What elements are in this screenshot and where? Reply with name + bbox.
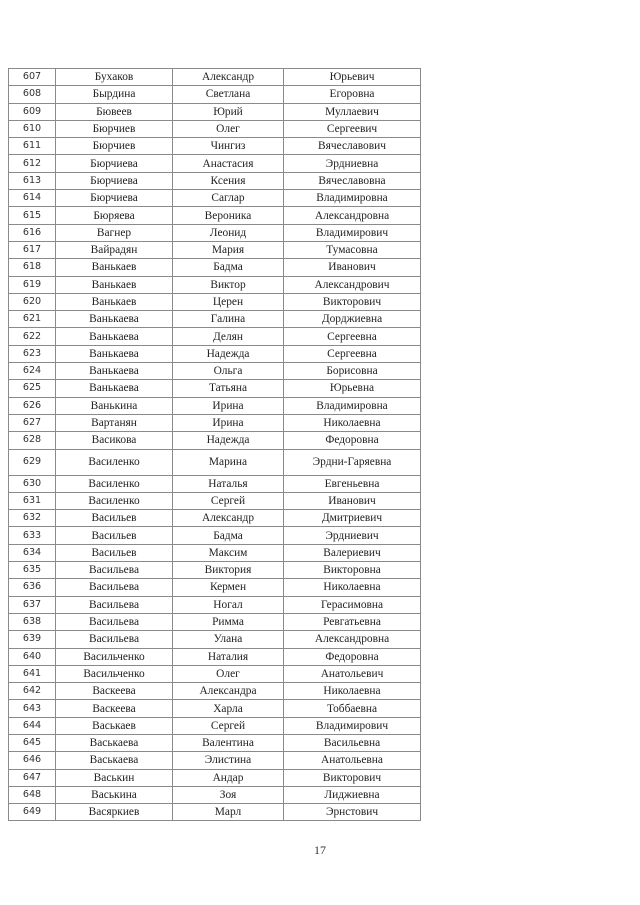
first-name-cell: Марл — [173, 804, 284, 821]
table-row — [9, 510, 421, 527]
patronymic-cell: Николаевна — [284, 579, 421, 596]
table-row — [9, 259, 421, 276]
first-name-cell: Александра — [173, 683, 284, 700]
last-name-cell: Васкеева — [56, 700, 173, 717]
row-number-cell: 643 — [9, 700, 56, 717]
table-row — [9, 155, 421, 172]
row-number-cell: 647 — [9, 769, 56, 786]
row-number-cell: 618 — [9, 259, 56, 276]
last-name-cell: Бюряева — [56, 207, 173, 224]
first-name-cell: Андар — [173, 769, 284, 786]
patronymic-cell: Лиджиевна — [284, 786, 421, 803]
first-name-cell: Максим — [173, 544, 284, 561]
table-row — [9, 397, 421, 414]
row-number-cell: 630 — [9, 475, 56, 492]
table-row — [9, 120, 421, 137]
first-name-cell: Ирина — [173, 397, 284, 414]
table-row — [9, 363, 421, 380]
patronymic-cell: Ревгатьевна — [284, 613, 421, 630]
last-name-cell: Ванькина — [56, 397, 173, 414]
patronymic-cell: Сергеевна — [284, 345, 421, 362]
row-number-cell: 610 — [9, 120, 56, 137]
row-number-cell: 637 — [9, 596, 56, 613]
first-name-cell: Римма — [173, 613, 284, 630]
first-name-cell: Ксения — [173, 172, 284, 189]
last-name-cell: Васильева — [56, 613, 173, 630]
row-number-cell: 644 — [9, 717, 56, 734]
last-name-cell: Ванькаева — [56, 311, 173, 328]
patronymic-cell: Федоровна — [284, 432, 421, 449]
patronymic-cell: Тумасовна — [284, 241, 421, 258]
table-row — [9, 648, 421, 665]
first-name-cell: Надежда — [173, 432, 284, 449]
row-number-cell: 611 — [9, 138, 56, 155]
table-row — [9, 700, 421, 717]
table-row — [9, 613, 421, 630]
table-row — [9, 475, 421, 492]
table-row — [9, 311, 421, 328]
last-name-cell: Ванькаева — [56, 328, 173, 345]
row-number-cell: 615 — [9, 207, 56, 224]
row-number-cell: 649 — [9, 804, 56, 821]
row-number-cell: 634 — [9, 544, 56, 561]
first-name-cell: Виктор — [173, 276, 284, 293]
table-row — [9, 769, 421, 786]
table-row — [9, 665, 421, 682]
first-name-cell: Мария — [173, 241, 284, 258]
row-number-cell: 614 — [9, 190, 56, 207]
first-name-cell: Зоя — [173, 786, 284, 803]
row-number-cell: 633 — [9, 527, 56, 544]
patronymic-cell: Николаевна — [284, 414, 421, 431]
patronymic-cell: Вячеславович — [284, 138, 421, 155]
table-row — [9, 293, 421, 310]
table-row — [9, 138, 421, 155]
last-name-cell: Васькина — [56, 786, 173, 803]
row-number-cell: 621 — [9, 311, 56, 328]
row-number-cell: 628 — [9, 432, 56, 449]
first-name-cell: Саглар — [173, 190, 284, 207]
patronymic-cell: Николаевна — [284, 683, 421, 700]
table-row — [9, 449, 421, 475]
last-name-cell: Ванькаев — [56, 293, 173, 310]
last-name-cell: Васильева — [56, 596, 173, 613]
patronymic-cell: Сергеевич — [284, 120, 421, 137]
first-name-cell: Вероника — [173, 207, 284, 224]
patronymic-cell: Вячеславовна — [284, 172, 421, 189]
first-name-cell: Кермен — [173, 579, 284, 596]
row-number-cell: 635 — [9, 562, 56, 579]
row-number-cell: 624 — [9, 363, 56, 380]
last-name-cell: Васильева — [56, 631, 173, 648]
first-name-cell: Харла — [173, 700, 284, 717]
first-name-cell: Марина — [173, 449, 284, 475]
row-number-cell: 641 — [9, 665, 56, 682]
last-name-cell: Бювеев — [56, 103, 173, 120]
table-row — [9, 432, 421, 449]
patronymic-cell: Викторовна — [284, 562, 421, 579]
row-number-cell: 648 — [9, 786, 56, 803]
patronymic-cell: Васильевна — [284, 734, 421, 751]
row-number-cell: 609 — [9, 103, 56, 120]
last-name-cell: Вартанян — [56, 414, 173, 431]
last-name-cell: Васильев — [56, 527, 173, 544]
last-name-cell: Васильченко — [56, 665, 173, 682]
last-name-cell: Бюрчиев — [56, 120, 173, 137]
last-name-cell: Васильева — [56, 579, 173, 596]
table-row — [9, 172, 421, 189]
last-name-cell: Ванькаев — [56, 276, 173, 293]
last-name-cell: Васильченко — [56, 648, 173, 665]
table-row — [9, 345, 421, 362]
last-name-cell: Васикова — [56, 432, 173, 449]
last-name-cell: Васильев — [56, 544, 173, 561]
row-number-cell: 645 — [9, 734, 56, 751]
first-name-cell: Делян — [173, 328, 284, 345]
first-name-cell: Бадма — [173, 527, 284, 544]
last-name-cell: Васькаева — [56, 734, 173, 751]
table-row — [9, 579, 421, 596]
names-table-body — [9, 69, 421, 821]
last-name-cell: Бухаков — [56, 69, 173, 86]
last-name-cell: Васкеева — [56, 683, 173, 700]
table-row — [9, 190, 421, 207]
table-row — [9, 224, 421, 241]
patronymic-cell: Сергеевна — [284, 328, 421, 345]
first-name-cell: Ольга — [173, 363, 284, 380]
table-row — [9, 207, 421, 224]
last-name-cell: Вайрадян — [56, 241, 173, 258]
table-row — [9, 752, 421, 769]
first-name-cell: Улана — [173, 631, 284, 648]
last-name-cell: Василенко — [56, 449, 173, 475]
names-table-container — [8, 68, 416, 821]
first-name-cell: Валентина — [173, 734, 284, 751]
first-name-cell: Сергей — [173, 492, 284, 509]
last-name-cell: Васильев — [56, 510, 173, 527]
row-number-cell: 626 — [9, 397, 56, 414]
patronymic-cell: Александрович — [284, 276, 421, 293]
first-name-cell: Бадма — [173, 259, 284, 276]
first-name-cell: Наталия — [173, 648, 284, 665]
table-row — [9, 527, 421, 544]
patronymic-cell: Егоровна — [284, 86, 421, 103]
patronymic-cell: Александровна — [284, 207, 421, 224]
row-number-cell: 631 — [9, 492, 56, 509]
first-name-cell: Олег — [173, 665, 284, 682]
row-number-cell: 638 — [9, 613, 56, 630]
table-row — [9, 414, 421, 431]
patronymic-cell: Дмитриевич — [284, 510, 421, 527]
last-name-cell: Ванькаев — [56, 259, 173, 276]
patronymic-cell: Александровна — [284, 631, 421, 648]
last-name-cell: Вагнер — [56, 224, 173, 241]
first-name-cell: Церен — [173, 293, 284, 310]
last-name-cell: Василенко — [56, 475, 173, 492]
table-row — [9, 804, 421, 821]
first-name-cell: Светлана — [173, 86, 284, 103]
patronymic-cell: Муллаевич — [284, 103, 421, 120]
first-name-cell: Анастасия — [173, 155, 284, 172]
row-number-cell: 625 — [9, 380, 56, 397]
patronymic-cell: Владимирович — [284, 224, 421, 241]
patronymic-cell: Владимировна — [284, 397, 421, 414]
patronymic-cell: Викторович — [284, 769, 421, 786]
table-row — [9, 717, 421, 734]
last-name-cell: Ванькаева — [56, 363, 173, 380]
last-name-cell: Бюрчиева — [56, 155, 173, 172]
first-name-cell: Наталья — [173, 475, 284, 492]
first-name-cell: Олег — [173, 120, 284, 137]
table-row — [9, 328, 421, 345]
row-number-cell: 640 — [9, 648, 56, 665]
row-number-cell: 627 — [9, 414, 56, 431]
row-number-cell: 607 — [9, 69, 56, 86]
table-row — [9, 544, 421, 561]
first-name-cell: Виктория — [173, 562, 284, 579]
first-name-cell: Юрий — [173, 103, 284, 120]
last-name-cell: Бюрчиев — [56, 138, 173, 155]
last-name-cell: Васькаева — [56, 752, 173, 769]
row-number-cell: 620 — [9, 293, 56, 310]
row-number-cell: 617 — [9, 241, 56, 258]
last-name-cell: Ванькаева — [56, 380, 173, 397]
table-row — [9, 241, 421, 258]
row-number-cell: 612 — [9, 155, 56, 172]
row-number-cell: 639 — [9, 631, 56, 648]
last-name-cell: Бюрчиева — [56, 172, 173, 189]
row-number-cell: 623 — [9, 345, 56, 362]
patronymic-cell: Эрдниевич — [284, 527, 421, 544]
table-row — [9, 380, 421, 397]
patronymic-cell: Федоровна — [284, 648, 421, 665]
row-number-cell: 622 — [9, 328, 56, 345]
first-name-cell: Чингиз — [173, 138, 284, 155]
row-number-cell: 608 — [9, 86, 56, 103]
first-name-cell: Леонид — [173, 224, 284, 241]
names-table — [8, 68, 421, 821]
table-row — [9, 69, 421, 86]
row-number-cell: 646 — [9, 752, 56, 769]
row-number-cell: 616 — [9, 224, 56, 241]
first-name-cell: Сергей — [173, 717, 284, 734]
patronymic-cell: Анатольевна — [284, 752, 421, 769]
last-name-cell: Васильева — [56, 562, 173, 579]
patronymic-cell: Иванович — [284, 259, 421, 276]
table-row — [9, 492, 421, 509]
patronymic-cell: Владимирович — [284, 717, 421, 734]
first-name-cell: Александр — [173, 510, 284, 527]
row-number-cell: 619 — [9, 276, 56, 293]
patronymic-cell: Борисовна — [284, 363, 421, 380]
table-row — [9, 683, 421, 700]
page-number: 17 — [314, 843, 326, 857]
last-name-cell: Васяркиев — [56, 804, 173, 821]
first-name-cell: Галина — [173, 311, 284, 328]
last-name-cell: Василенко — [56, 492, 173, 509]
first-name-cell: Элистина — [173, 752, 284, 769]
row-number-cell: 613 — [9, 172, 56, 189]
row-number-cell: 632 — [9, 510, 56, 527]
last-name-cell: Ванькаева — [56, 345, 173, 362]
patronymic-cell: Валериевич — [284, 544, 421, 561]
first-name-cell: Надежда — [173, 345, 284, 362]
patronymic-cell: Эрдни-Гаряевна — [284, 449, 421, 475]
row-number-cell: 629 — [9, 449, 56, 475]
table-row — [9, 596, 421, 613]
first-name-cell: Ирина — [173, 414, 284, 431]
last-name-cell: Бюрчиева — [56, 190, 173, 207]
first-name-cell: Татьяна — [173, 380, 284, 397]
patronymic-cell: Владимировна — [284, 190, 421, 207]
table-row — [9, 734, 421, 751]
patronymic-cell: Юрьевна — [284, 380, 421, 397]
first-name-cell: Александр — [173, 69, 284, 86]
patronymic-cell: Эрнстович — [284, 804, 421, 821]
row-number-cell: 636 — [9, 579, 56, 596]
patronymic-cell: Анатольевич — [284, 665, 421, 682]
table-row — [9, 786, 421, 803]
table-row — [9, 276, 421, 293]
patronymic-cell: Тоббаевна — [284, 700, 421, 717]
patronymic-cell: Викторович — [284, 293, 421, 310]
first-name-cell: Ногал — [173, 596, 284, 613]
patronymic-cell: Иванович — [284, 492, 421, 509]
patronymic-cell: Герасимовна — [284, 596, 421, 613]
patronymic-cell: Дорджиевна — [284, 311, 421, 328]
patronymic-cell: Эрдниевна — [284, 155, 421, 172]
last-name-cell: Васькин — [56, 769, 173, 786]
last-name-cell: Бырдина — [56, 86, 173, 103]
table-row — [9, 86, 421, 103]
table-row — [9, 103, 421, 120]
table-row — [9, 562, 421, 579]
last-name-cell: Васькаев — [56, 717, 173, 734]
patronymic-cell: Юрьевич — [284, 69, 421, 86]
table-row — [9, 631, 421, 648]
patronymic-cell: Евгеньевна — [284, 475, 421, 492]
row-number-cell: 642 — [9, 683, 56, 700]
